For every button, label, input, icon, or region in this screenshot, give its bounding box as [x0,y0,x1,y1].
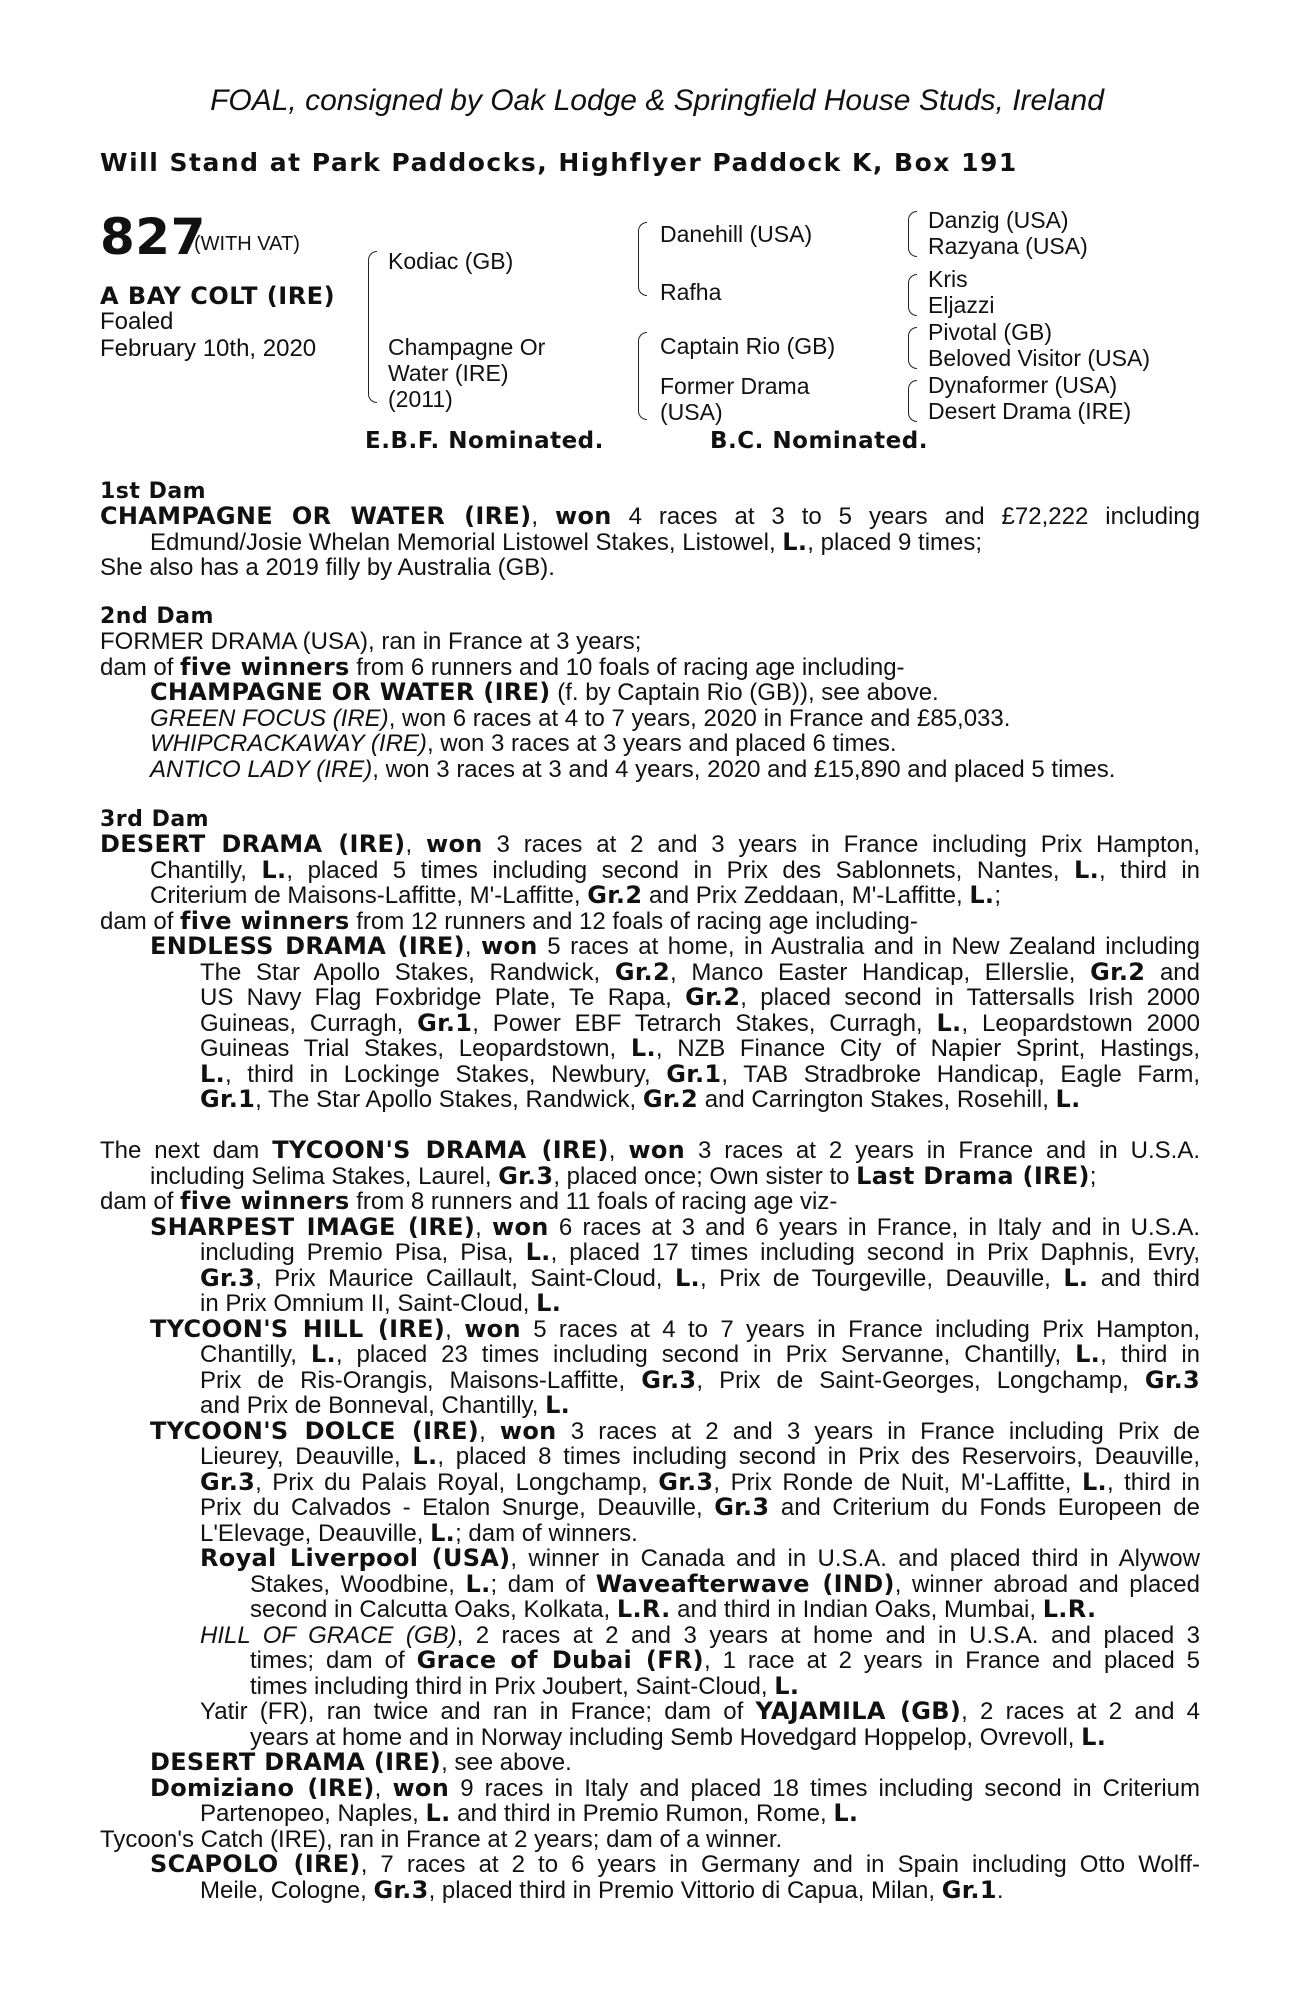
text-line: Chantilly, L., placed 23 times including second in Prix Servanne, Chantilly, L., third in [200,1340,1201,1368]
ebf-nominated: E.B.F. Nominated. [365,428,604,454]
text-line: years at home and in Norway including Semb Hovedgard Hoppelop, Ovrevoll, L. [250,1722,1107,1751]
pedigree-bracket [908,274,917,316]
pedigree-g2: Razyana (USA) [928,233,1088,259]
pedigree-bracket [638,332,647,420]
text-line: Criterium de Maisons-Laffitte, M'-Laffitte, Gr.2 and Prix Zeddaan, M'-Laffitte, L.; [150,881,1002,909]
second-dam-paragraph [100,629,1200,782]
pedigree-dam: Champagne Or Water (IRE) (2011) [388,334,546,412]
lot-vat: (WITH VAT) [194,233,300,255]
pedigree-g3: Kris [928,266,968,292]
foaled-label: Foaled [100,308,174,335]
bc-nominated: B.C. Nominated. [710,428,928,454]
text-line: second in Calcutta Oaks, Kolkata, L.R. and third in Indian Oaks, Mumbai, L.R. [250,1595,1097,1623]
pedigree-g7: Dynaformer (USA) [928,372,1118,398]
text-line: and Prix de Bonneval, Chantilly, L. [200,1391,571,1419]
pedigree-sire-dam: Rafha [660,279,722,305]
pedigree-sire: Kodiac (GB) [388,248,514,274]
lot-description: A BAY COLT (IRE) [100,282,336,310]
pedigree-dam-sire: Captain Rio (GB) [660,333,836,359]
text-line: DESERT DRAMA (IRE), see above. [150,1748,572,1776]
text-line: L., third in Lockinge Stakes, Newbury, Gr.1, TAB Stradbroke Handicap, Eagle Farm, [200,1059,1200,1088]
text-line: times including third in Prix Joubert, Saint-Cloud, L. [250,1671,800,1700]
text-line: Royal Liverpool (USA), winner in Canada and in U.S.A. and placed third in Alywow [200,1544,1200,1572]
text-line: Gr.3, Prix du Palais Royal, Longchamp, Gr.3, Prix Ronde de Nuit, M'-Laffitte, L., third in [200,1467,1200,1496]
text-line: dam of five winners from 6 runners and 10 foals of racing age including- [100,652,905,681]
first-dam-heading: 1st Dam [100,479,207,504]
pedigree-bracket [638,222,647,296]
consignor-line: FOAL, consigned by Oak Lodge & Springfield House Studs, Ireland [210,84,1104,117]
text-line: DESERT DRAMA (IRE), won 3 races at 2 and 3 years in France including Prix Hampton, [100,830,1201,858]
text-line: GREEN FOCUS (IRE), won 6 races at 4 to 7 years, 2020 in France and £85,033. [150,704,1011,732]
text-line: The next dam TYCOON'S DRAMA (IRE), won 3 races at 2 years in France and in U.S.A. [100,1136,1201,1164]
text-line: SCAPOLO (IRE), 7 races at 2 to 6 years in Germany and in Spain including Otto Wolff- [150,1850,1200,1878]
text-line: times; dam of Grace of Dubai (FR), 1 race at 2 years in France and placed 5 [250,1646,1200,1674]
text-line: Lieurey, Deauville, L., placed 8 times including second in Prix des Reservoirs, Deauville, [200,1442,1201,1470]
text-line: SHARPEST IMAGE (IRE), won 6 races at 3 and 6 years in France, in Italy and in U.S.A. [150,1212,1201,1241]
text-line: Yatir (FR), ran twice and ran in France; dam of YAJAMILA (GB), 2 races at 2 and 4 [200,1697,1201,1725]
first-dam-paragraph [100,504,1200,581]
text-line: L'Elevage, Deauville, L.; dam of winners. [200,1518,638,1547]
pedigree-g1: Danzig (USA) [928,207,1069,233]
text-line: Chantilly, L., placed 5 times including second in Prix des Sablonnets, Nantes, L., third in [150,855,1201,884]
second-dam-heading: 2nd Dam [100,604,214,629]
text-line: ANTICO LADY (IRE), won 3 races at 3 and 4 years, 2020 and £15,890 and placed 5 times. [150,755,1116,783]
text-line: FORMER DRAMA (USA), ran in France at 3 years; [100,628,642,655]
foaled-date: February 10th, 2020 [100,335,317,362]
lot-number: 827 [100,208,206,266]
text-line: ENDLESS DRAMA (IRE), won 5 races at home, in Australia and in New Zealand including [150,932,1201,960]
text-line: WHIPCRACKAWAY (IRE), won 3 races at 3 years and placed 6 times. [150,730,897,757]
pedigree-bracket [908,211,917,257]
pedigree-dam-dam: Former Drama (USA) [660,373,810,425]
text-line: dam of five winners from 8 runners and 11 foals of racing age viz- [100,1187,838,1215]
text-line: HILL OF GRACE (GB), 2 races at 2 and 3 years at home and in U.S.A. and placed 3 [200,1621,1200,1649]
text-line: Edmund/Josie Whelan Memorial Listowel Stakes, Listowel, L., placed 9 times; [150,527,983,556]
text-line: Tycoon's Catch (IRE), ran in France at 2 years; dam of a winner. [100,1825,783,1853]
text-line: Partenopeo, Naples, L. and third in Premio Rumon, Rome, L. [200,1799,859,1827]
text-line: in Prix Omnium II, Saint-Cloud, L. [200,1289,562,1317]
pedigree-bracket [368,251,377,403]
text-line: Prix de Ris-Orangis, Maisons-Laffitte, Gr.3, Prix de Saint-Georges, Longchamp, Gr.3 [200,1365,1201,1394]
text-line: CHAMPAGNE OR WATER (IRE), won 4 races at 3 to 5 years and £72,222 including [100,502,1200,530]
next-dam-paragraph [100,1138,1200,1903]
pedigree-g4: Eljazzi [928,292,995,318]
text-line: Prix du Calvados - Etalon Snurge, Deauville, Gr.3 and Criterium du Fonds Europeen de [200,1493,1200,1521]
text-line: Guineas Trial Stakes, Leopardstown, L., NZB Finance City of Napier Sprint, Hastings, [200,1034,1200,1062]
text-line: Gr.3, Prix Maurice Caillault, Saint-Cloud, L., Prix de Tourgeville, Deauville, L. and third [200,1263,1201,1292]
text-line: Stakes, Woodbine, L.; dam of Waveafterwave (IND), winner abroad and placed [250,1569,1201,1598]
text-line: including Selima Stakes, Laurel, Gr.3, placed once; Own sister to Last Drama (IRE); [150,1161,1097,1190]
text-line: including Premio Pisa, Pisa, L., placed 17 times including second in Prix Daphnis, Evry, [200,1238,1201,1266]
pedigree-bracket [908,380,917,422]
text-line: US Navy Flag Foxbridge Plate, Te Rapa, Gr.2, placed second in Tattersalls Irish 2000 [200,983,1200,1011]
pedigree-g6: Beloved Visitor (USA) [928,345,1150,371]
text-line: TYCOON'S HILL (IRE), won 5 races at 4 to 7 years in France including Prix Hampton, [150,1314,1200,1343]
text-line: CHAMPAGNE OR WATER (IRE) (f. by Captain Rio (GB)), see above. [150,678,939,706]
pedigree-bracket [908,327,917,369]
stand-location: Will Stand at Park Paddocks, Highflyer Paddock K, Box 191 [100,148,1018,177]
text-line: The Star Apollo Stakes, Randwick, Gr.2, Manco Easter Handicap, Ellerslie, Gr.2 and [200,957,1200,986]
text-line: She also has a 2019 filly by Australia (GB). [100,554,555,581]
pedigree-g5: Pivotal (GB) [928,319,1052,345]
pedigree-g8: Desert Drama (IRE) [928,398,1132,424]
text-line: dam of five winners from 12 runners and 12 foals of racing age including- [100,906,918,935]
text-line: Domiziano (IRE), won 9 races in Italy and placed 18 times including second in Criterium [150,1773,1201,1802]
third-dam-heading: 3rd Dam [100,807,210,832]
text-line: Meile, Cologne, Gr.3, placed third in Premio Vittorio di Capua, Milan, Gr.1. [200,1875,1004,1904]
third-dam-paragraph [100,832,1200,1113]
text-line: TYCOON'S DOLCE (IRE), won 3 races at 2 and 3 years in France including Prix de [150,1416,1200,1445]
text-line: Guineas, Curragh, Gr.1, Power EBF Tetrarch Stakes, Curragh, L., Leopardstown 2000 [200,1008,1200,1037]
text-line: Gr.1, The Star Apollo Stakes, Randwick, Gr.2 and Carrington Stakes, Rosehill, L. [200,1085,1081,1113]
pedigree-sire-sire: Danehill (USA) [660,221,813,247]
